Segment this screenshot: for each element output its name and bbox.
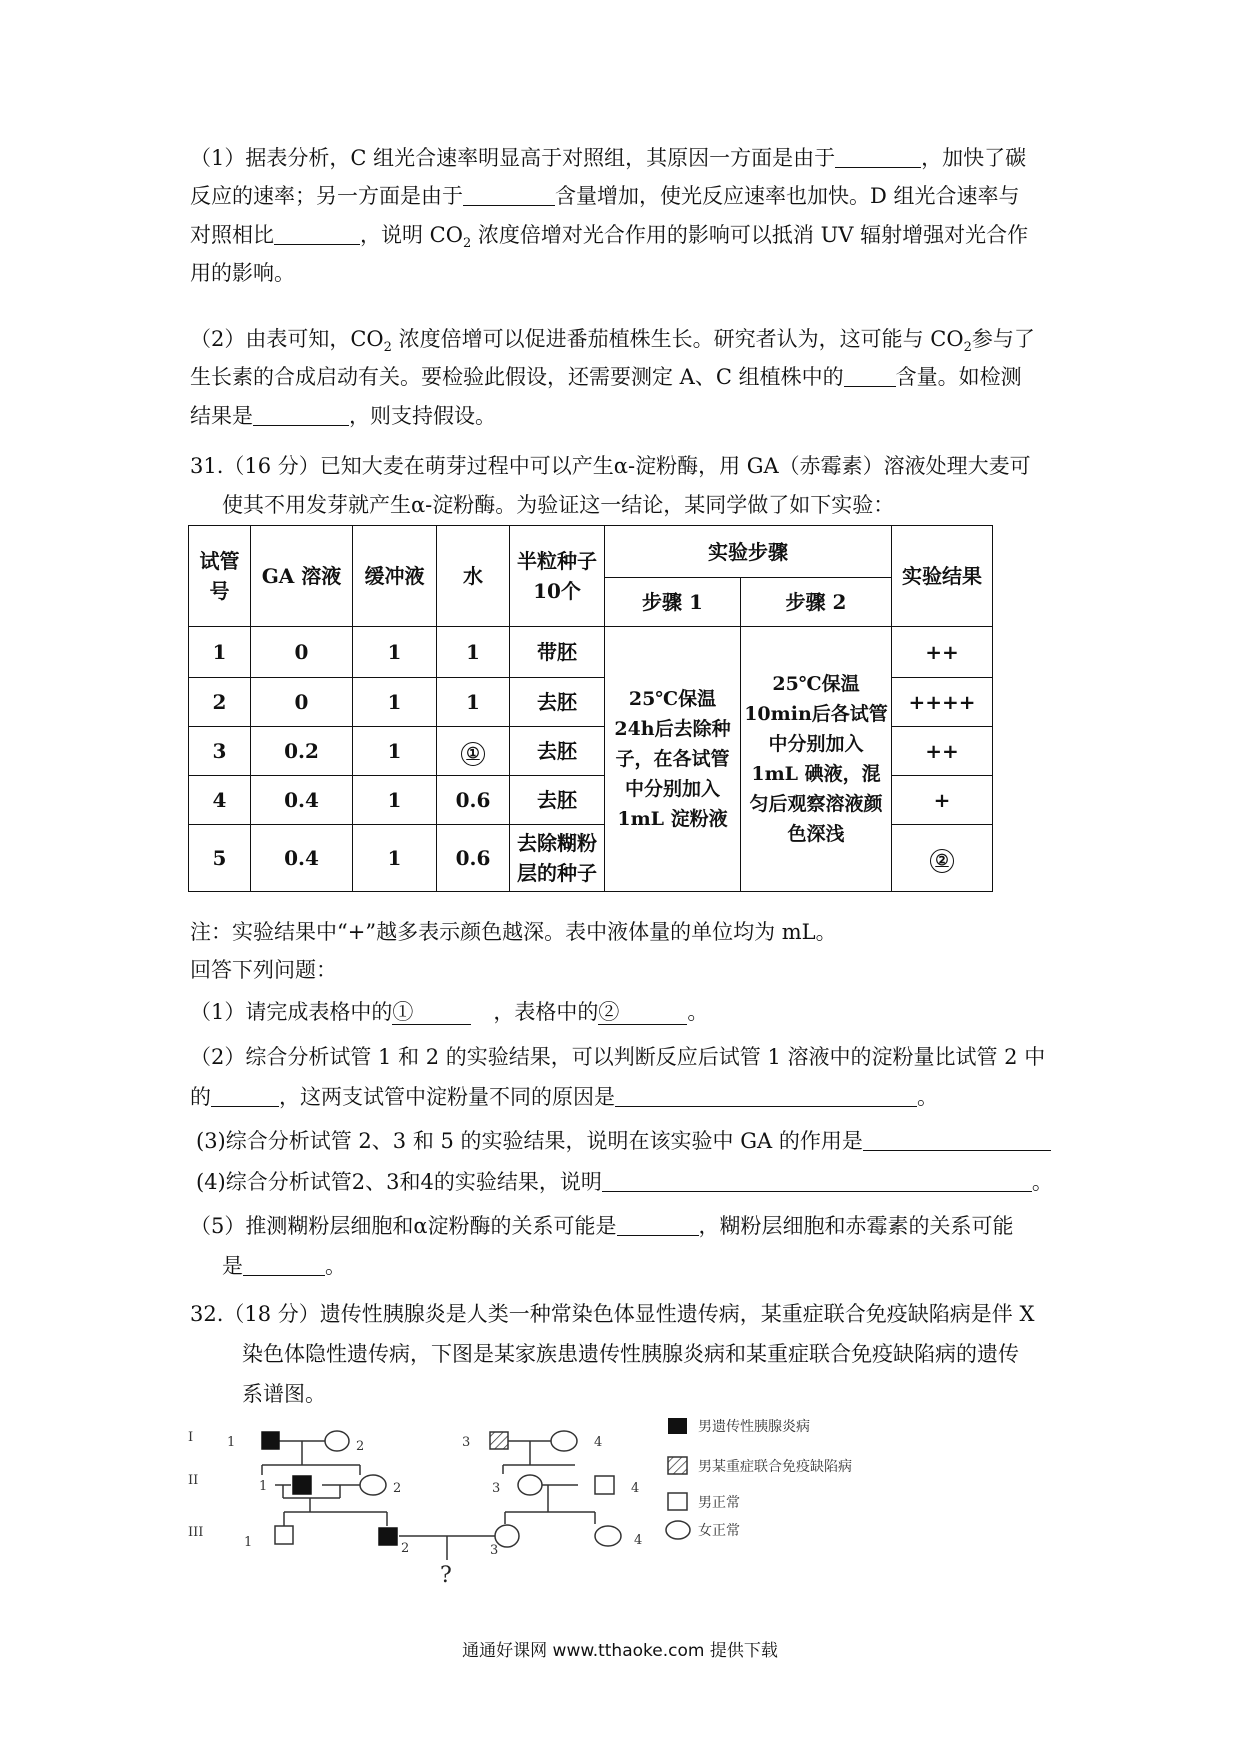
text: 含量。如检测 [895,365,1022,389]
cell-ga: 0.4 [251,825,353,892]
text: ，加快了碳 [921,146,1027,170]
label-I-2: 2 [356,1439,365,1454]
text: 反应的速率；另一方面是由于 [190,184,463,208]
header-buffer: 缓冲液 [353,526,437,627]
cell-tube: 4 [189,776,251,825]
label-III-1: 1 [244,1535,253,1550]
text: （5）推测糊粉层细胞和α淀粉酶的关系可能是 [190,1214,617,1238]
cell-water: 1 [437,678,510,727]
footer-watermark: 通通好课网 www.tthaoke.com 提供下载 [462,1641,778,1661]
label-III-3: 3 [490,1543,499,1558]
header-water: 水 [437,526,510,627]
header-tube: 试管号 [189,526,251,627]
II-1-affected-male [293,1476,311,1494]
III-2-affected-male [379,1528,397,1545]
cell-result: ++++ [892,678,993,727]
III-1-normal-male [275,1526,293,1544]
cell-buffer: 1 [353,627,437,678]
legend-hatched-square-icon [668,1457,687,1474]
generation-label-II: II [188,1473,199,1488]
q32-line1: 32.（18 分）遗传性胰腺炎是人类一种常染色体显性遗传病，某重症联合免疫缺陷病是伴 X [190,1302,1035,1326]
text: 生长素的合成启动有关。要检验此假设，还需要测定 A、C 组植株中的 [190,365,844,389]
generation-label-III: III [188,1525,204,1540]
text: ，则支持假设。 [349,404,496,428]
text: ，糊粉层细胞和赤霉素的关系可能 [698,1214,1014,1238]
text: 结果是 [190,404,253,428]
text: （1）据表分析，C 组光合速率明显高于对照组，其原因一方面是由于 [190,146,836,170]
text: ，这两支试管中淀粉量不同的原因是 [279,1085,615,1109]
II-2-normal-female [360,1475,386,1495]
cell-result: ++ [892,727,993,776]
header-seed: 半粒种子10个 [510,526,605,627]
cell-ga: 0.2 [251,727,353,776]
subscript: 2 [383,340,392,356]
cell-tube: 5 [189,825,251,892]
q31-part2-line1: （2）综合分析试管 1 和 2 的实验结果，可以判断反应后试管 1 溶液中的淀粉量比试管 2 中 [190,1045,1046,1069]
cell-water: 1 [437,627,510,678]
text: 浓度倍增对光合作用的影响可以抵消 UV 辐射增强对光合作 [471,223,1029,247]
cell-water: 0.6 [437,825,510,892]
text: （2）由表可知，CO [190,327,384,351]
cell-step1: 25℃保温 24h后去除种子，在各试管中分别加入 1mL 淀粉液 [605,627,741,892]
text: （1）请完成表格中的 [190,1000,393,1024]
text: (3)综合分析试管 2、3 和 5 的实验结果，说明在该实验中 GA 的作用是 [196,1129,863,1153]
legend-label-1: 男遗传性胰腺炎病 [698,1419,810,1435]
header-result: 实验结果 [892,526,993,627]
cell-seed: 带胚 [510,627,605,678]
header-steps: 实验步骤 [605,526,892,578]
q31-heading-line1: 31.（16 分）已知大麦在萌芽过程中可以产生α-淀粉酶，用 GA（赤霉素）溶液处理大麦可 [190,454,1031,478]
text: (4)综合分析试管2、3和4的实验结果，说明 [196,1170,602,1194]
cell-buffer: 1 [353,825,437,892]
table-note: 注：实验结果中“+”越多表示颜色越深。表中液体量的单位均为 mL。 [190,920,837,944]
circled-marker-2: ② [930,849,954,873]
circled-marker-1: ① [461,742,485,766]
text: ，说明 CO [360,223,463,247]
legend-label-3: 男正常 [698,1495,740,1511]
answer-prompt: 回答下列问题： [190,958,337,982]
q32-line2: 染色体隐性遗传病，下图是某家族患遗传性胰腺炎病和某重症联合免疫缺陷病的遗传 [242,1342,1019,1366]
text: 含量增加，使光反应速率也加快。D 组光合速率与 [555,184,1020,208]
label-II-1: 1 [259,1479,268,1494]
cell-seed: 去胚 [510,776,605,825]
label-III-2: 2 [401,1541,410,1556]
cell-tube: 3 [189,727,251,776]
label-I-3: 3 [462,1435,471,1450]
text: 浓度倍增可以促进番茄植株生长。研究者认为，这可能与 CO [391,327,964,351]
question-mark: ? [440,1563,452,1588]
cell-buffer: 1 [353,776,437,825]
cell-tube: 2 [189,678,251,727]
q32-line3: 系谱图。 [242,1382,326,1406]
subscript: 2 [462,236,472,252]
text: 的 [190,1085,211,1109]
label-II-4: 4 [631,1481,640,1496]
text: 是 [222,1254,243,1278]
label-I-1: 1 [227,1435,236,1450]
cell-seed: 去胚 [510,727,605,776]
legend-filled-square-icon [668,1418,687,1434]
I-4-normal-female [551,1431,577,1451]
subscript: 2 [963,340,972,356]
cell-seed: 去除糊粉层的种子 [510,825,605,892]
III-3-normal-female [495,1525,519,1547]
cell-buffer: 1 [353,727,437,776]
label-I-4: 4 [594,1435,603,1450]
cell-seed: 去胚 [510,678,605,727]
header-step2: 步骤 2 [741,578,892,627]
q31-heading-line2: 使其不用发芽就产生α-淀粉酶。为验证这一结论，某同学做了如下实验： [222,493,895,517]
cell-buffer: 1 [353,678,437,727]
text: 对照相比 [190,223,274,247]
text: 。 [325,1254,346,1278]
II-3-normal-female [518,1475,542,1495]
text: 参与了 [971,327,1035,351]
cell-water: 0.6 [437,776,510,825]
legend-label-4: 女正常 [698,1523,740,1539]
header-step1: 步骤 1 [605,578,741,627]
II-4-normal-male [595,1476,614,1494]
text: ，表格中的 [493,1000,599,1024]
legend-empty-circle-icon [666,1521,690,1539]
cell-ga: 0.4 [251,776,353,825]
legend-empty-square-icon [668,1493,687,1510]
pedigree-lines [262,1441,595,1560]
cell-result: ++ [892,627,993,678]
label-II-3: 3 [492,1481,501,1496]
text: 。 [917,1085,938,1109]
text: 。 [1031,1170,1053,1194]
blank-marker-1: ① [392,1000,471,1025]
I-1-affected-male [262,1432,279,1449]
blank-marker-2: ② [598,1000,687,1025]
cell-ga: 0 [251,678,353,727]
cell-tube: 1 [189,627,251,678]
III-4-normal-female [595,1526,621,1546]
label-II-2: 2 [393,1481,402,1496]
I-3-immunodeficient-male [490,1432,508,1449]
I-2-normal-female [325,1431,349,1451]
cell-result: + [892,776,993,825]
generation-label-I: I [188,1430,194,1445]
cell-step2: 25℃保温 10min后各试管中分别加入 1mL 碘液，混匀后观察溶液颜色深浅 [741,627,892,892]
text: 。 [687,1000,709,1024]
cell-ga: 0 [251,627,353,678]
header-ga: GA 溶液 [251,526,353,627]
text: 用的影响。 [190,261,295,285]
label-III-4: 4 [634,1533,643,1548]
legend-label-2: 男某重症联合免疫缺陷病 [698,1459,852,1475]
